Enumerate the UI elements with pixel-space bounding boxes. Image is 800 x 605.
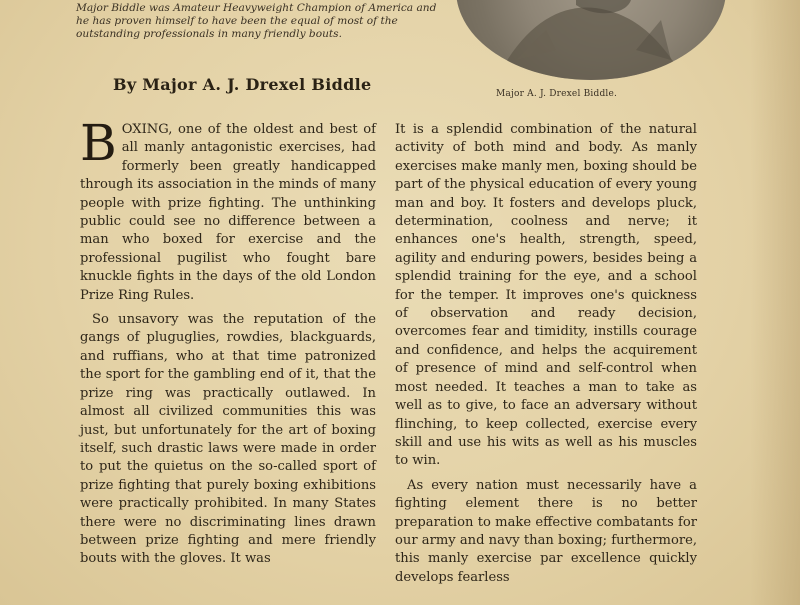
paragraph-4: As every nation must necessarily have a fighting element there is no better preparation to make effective combatants for our army and navy than boxing; furthermore, this manly exercise par excellence quickly develops fearless <box>395 477 697 585</box>
paragraph-2: So unsavory was the reputation of the gangs of pluguglies, rowdies, blackguards, and ruffians, who at that time patronized the sport for the gambling end of it, that the prize ring was practically outlawed. In almost all civilized communities this was just, but unfortunately for the art of boxing itself, such drastic laws were made in order to put the quietus on the so-called sport of prize fighting that purely boxing exhibitions were practically prohibited. In many States there were no discriminating lines drawn between prize fighting and mere friendly bouts with the gloves. It was <box>80 312 376 567</box>
article-column-right <box>395 121 697 593</box>
article-byline: By Major A. J. Drexel Biddle <box>113 75 372 94</box>
paragraph-1 <box>80 114 376 305</box>
portrait-photo-image <box>456 0 726 80</box>
article-column-left <box>80 114 376 575</box>
drop-cap: B <box>80 114 117 172</box>
page-edge-shadow <box>750 0 800 605</box>
paragraph-3: It is a splendid combination of the natural activity of both mind and body. As manly exercises make manly men, boxing should be part of the physical education of every young man and boy. It fosters and develops pluck, determination, coolness and nerve; it enhances one's health, strength, speed, agility and enduring powers, besides being a splendid training for the eye, and a school for the temper. It improves one's quickness of observation and ready decision, overcomes fear and timidity, instills courage and confidence, and helps the acquirement of presence of mind and self-control when most needed. It teaches a man to take as well as to give, to face an adversary without flinching, to keep collected, exercise every skill and use his wits as well as his muscles to win. <box>395 122 697 469</box>
photo-credit: Major A. J. Drexel Biddle. <box>496 89 618 99</box>
portrait-photo <box>456 0 726 80</box>
paragraph-1-text: OXING, one of the oldest and best of all manly antagonistic exercises, had formerly been greatly handicapped through its association in the minds of many people with prize fighting. The unthinking public could see no difference between a man who boxed for exercise and the professional pugilist who fought bare knuckle fights in the days of the old London Prize Ring Rules. <box>80 122 376 303</box>
photo-caption-italic: Major Biddle was Amateur Heavyweight Champion of America and he has proven himself to have been the equal of most of the outstanding professionals in many friendly bouts. <box>76 2 437 40</box>
